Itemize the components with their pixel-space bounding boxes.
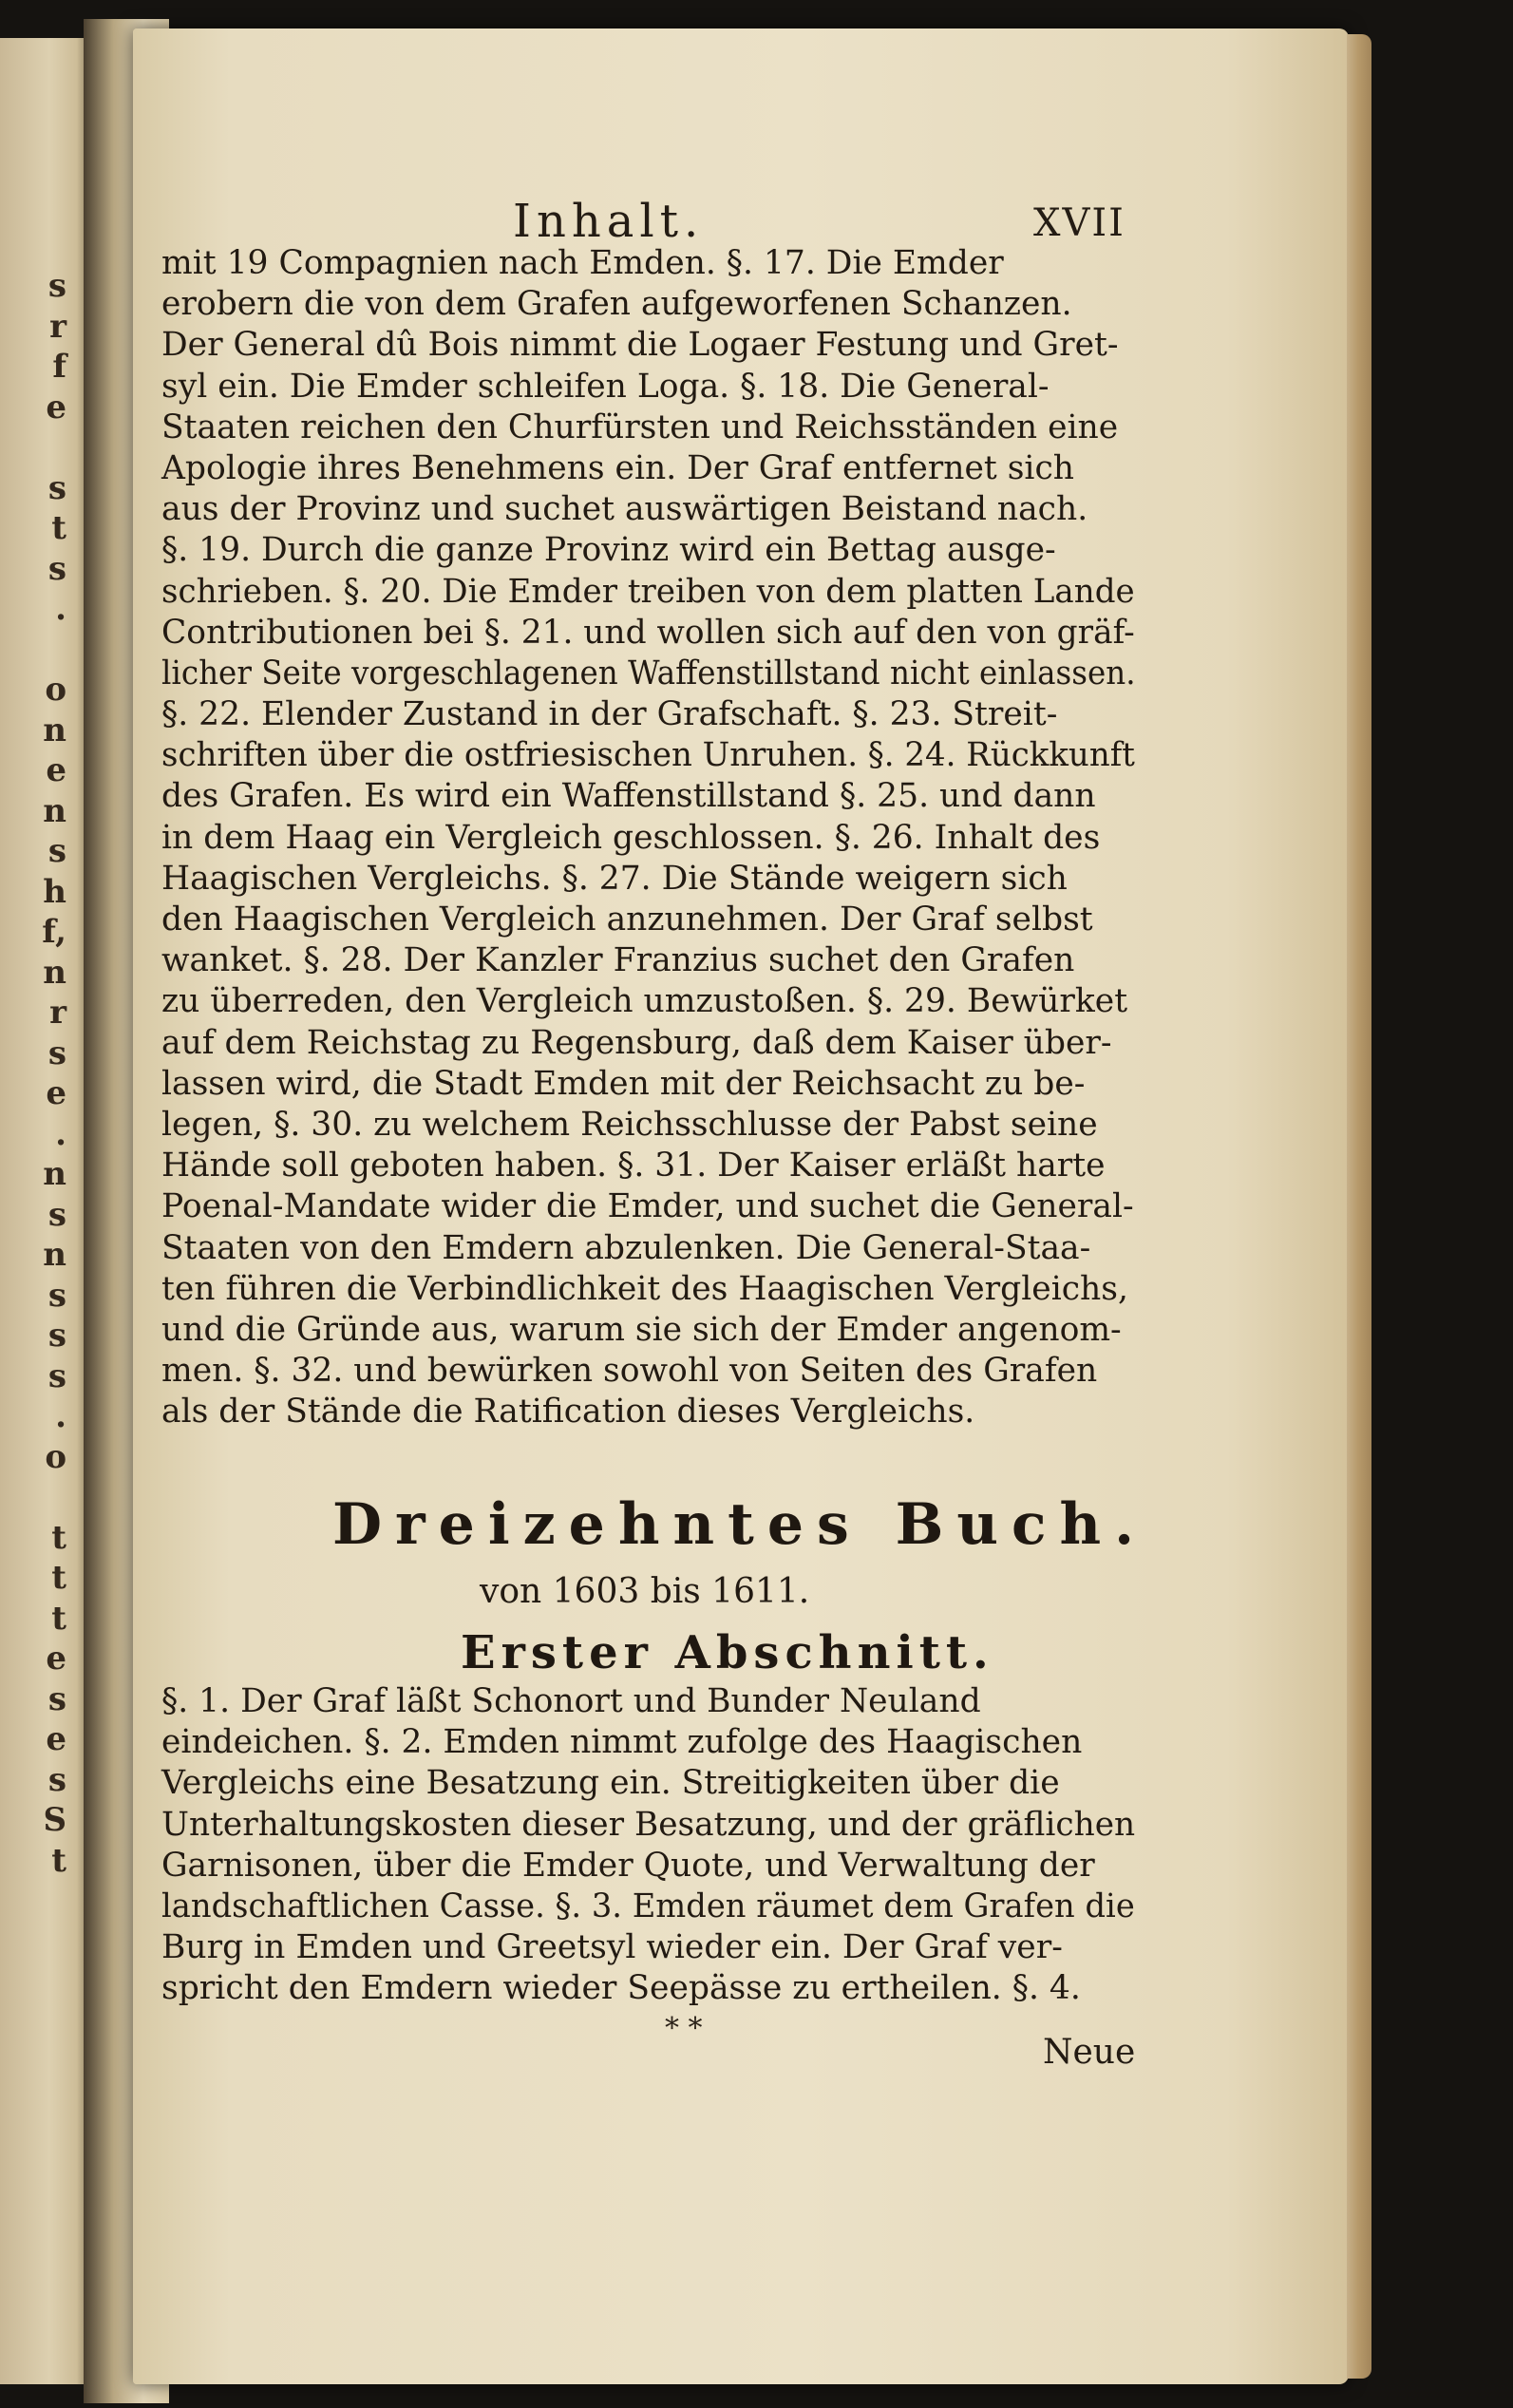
text-line: schriften über die ostfriesischen Unruhen. §. 24. Rückkunft (161, 736, 1135, 775)
margin-glyph: s (47, 1760, 66, 1799)
text-line: schrieben. §. 20. Die Emder treiben von dem platten Lande (161, 572, 1135, 611)
margin-glyph: n (43, 953, 66, 992)
text-line: Vergleichs eine Besatzung ein. Streitigkeiten über die (161, 1764, 1060, 1803)
text-line: §. 22. Elender Zustand in der Grafschaft. §. 23. Streit- (161, 695, 1058, 734)
text-line: in dem Haag ein Vergleich geschlossen. §. 26. Inhalt des (161, 818, 1101, 857)
page-number: XVII (1033, 201, 1125, 245)
text-line: Hände soll geboten haben. §. 31. Der Kaiser erläßt harte (161, 1147, 1106, 1185)
text-line: Burg in Emden und Greetsyl wieder ein. Der Graf ver- (161, 1928, 1063, 1967)
catchword: Neue (1043, 2033, 1136, 2072)
margin-glyph: r (49, 994, 66, 1032)
text-line: syl ein. Die Emder schleifen Loga. §. 18. Die General- (161, 367, 1050, 406)
margin-glyph: . (55, 1114, 66, 1153)
text-line: Poenal-Mandate wider die Emder, und suchet die General- (161, 1187, 1134, 1226)
text-line: und die Gründe aus, warum sie sich der Emder angenom- (161, 1310, 1122, 1349)
text-line: mit 19 Compagnien nach Emden. §. 17. Die Emder (161, 244, 1004, 282)
text-line: §. 19. Durch die ganze Provinz wird ein Bettag ausge- (161, 531, 1056, 570)
margin-glyph: t (51, 1841, 66, 1880)
margin-glyph: t (51, 509, 66, 547)
margin-glyph: h (43, 872, 66, 911)
margin-glyph: e (46, 1640, 66, 1678)
margin-glyph: n (43, 1236, 66, 1274)
text-line: Garnisonen, über die Emder Quote, und Verwaltung der (161, 1846, 1095, 1885)
running-head: Inhalt. (513, 195, 705, 248)
text-line: aus der Provinz und suchet auswärtigen Beistand nach. (161, 490, 1088, 529)
margin-glyph: . (55, 1397, 66, 1435)
text-line: ten führen die Verbindlichkeit des Haagischen Vergleichs, (161, 1269, 1128, 1308)
text-line: legen, §. 30. zu welchem Reichsschlusse der Pabst seine (161, 1105, 1098, 1144)
margin-glyph: t (51, 1518, 66, 1557)
text-line: spricht den Emdern wieder Seepässe zu ertheilen. §. 4. (161, 1969, 1081, 2008)
text-line: wanket. §. 28. Der Kanzler Franzius suchet den Grafen (161, 941, 1075, 980)
text-line: Staaten von den Emdern abzulenken. Die General-Staa- (161, 1228, 1091, 1267)
margin-glyph: s (47, 468, 66, 507)
summary-paragraph-2 (161, 1681, 1135, 2010)
margin-glyph: s (47, 267, 66, 305)
text-line: den Haagischen Vergleich anzunehmen. Der Graf selbst (161, 901, 1093, 939)
margin-glyph: f, (42, 913, 66, 951)
text-line: des Grafen. Es wird ein Waffenstillstand §. 25. und dann (161, 777, 1096, 816)
margin-glyph (0, 1477, 66, 1518)
margin-glyph: n (43, 791, 66, 830)
margin-glyph: s (47, 1679, 66, 1718)
margin-glyph: f (52, 348, 66, 386)
text-line: Unterhaltungskosten dieser Besatzung, und der gräflichen (161, 1805, 1136, 1844)
text-line: erobern die von dem Grafen aufgeworfenen Schanzen. (161, 285, 1072, 324)
text-line: landschaftlichen Casse. §. 3. Emden räumet dem Grafen die (161, 1887, 1135, 1925)
printer-signature-mark: * * (665, 2012, 703, 2045)
text-line: Der General dû Bois nimmt die Logaer Festung und Gret- (161, 326, 1119, 365)
margin-glyph: e (46, 751, 66, 789)
margin-glyph: n (43, 711, 66, 749)
text-line: eindeichen. §. 2. Emden nimmt zufolge des Haagischen (161, 1723, 1083, 1762)
page-fore-edge (1347, 34, 1371, 2379)
text-line: Contributionen bei §. 21. und wollen sich auf den von gräf- (161, 613, 1135, 652)
text-line: als der Stände die Ratification dieses Vergleichs. (161, 1393, 975, 1432)
margin-glyph: s (47, 1317, 66, 1355)
section-heading: Erster Abschnitt. (461, 1626, 994, 1679)
text-line: Staaten reichen den Churfürsten und Reichsständen eine (161, 408, 1119, 446)
text-line: licher Seite vorgeschlagenen Waffenstillstand nicht einlassen. (161, 654, 1136, 692)
margin-glyph (0, 427, 66, 468)
margin-glyph: S (43, 1801, 66, 1839)
margin-glyph: . (55, 590, 66, 628)
margin-glyph: e (46, 388, 66, 427)
margin-glyph: n (43, 1155, 66, 1193)
margin-glyph: o (45, 1437, 66, 1476)
text-line: Apologie ihres Benehmens ein. Der Graf entfernet sich (161, 448, 1074, 487)
margin-glyph (0, 630, 66, 671)
margin-glyph: e (46, 1074, 66, 1112)
text-line: Haagischen Vergleichs. §. 27. Die Stände weigern sich (161, 859, 1068, 898)
summary-paragraph-1 (161, 243, 1135, 1432)
book-heading: Dreizehntes Buch. (332, 1491, 1148, 1558)
text-line: auf dem Reichstag zu Regensburg, daß dem Kaiser über- (161, 1023, 1112, 1062)
margin-glyph: s (47, 549, 66, 588)
margin-glyph: t (51, 1559, 66, 1597)
margin-glyph: s (47, 1195, 66, 1234)
text-line: zu überreden, den Vergleich umzustoßen. §. 29. Bewürket (161, 982, 1128, 1021)
margin-glyph: s (47, 832, 66, 870)
margin-glyph: t (51, 1599, 66, 1638)
margin-glyph: s (47, 1356, 66, 1395)
text-line: men. §. 32. und bewürken sowohl von Seiten des Grafen (161, 1352, 1098, 1391)
year-range: von 1603 bis 1611. (480, 1572, 810, 1611)
text-line: §. 1. Der Graf läßt Schonort und Bunder Neuland (161, 1682, 981, 1720)
margin-glyph: s (47, 1033, 66, 1072)
text-line: lassen wird, die Stadt Emden mit der Reichsacht zu be- (161, 1064, 1086, 1103)
margin-glyph: o (45, 671, 66, 709)
margin-glyph: r (49, 307, 66, 346)
margin-glyph: e (46, 1720, 66, 1758)
previous-page-margin-letters (0, 266, 66, 1881)
margin-glyph: s (47, 1276, 66, 1315)
